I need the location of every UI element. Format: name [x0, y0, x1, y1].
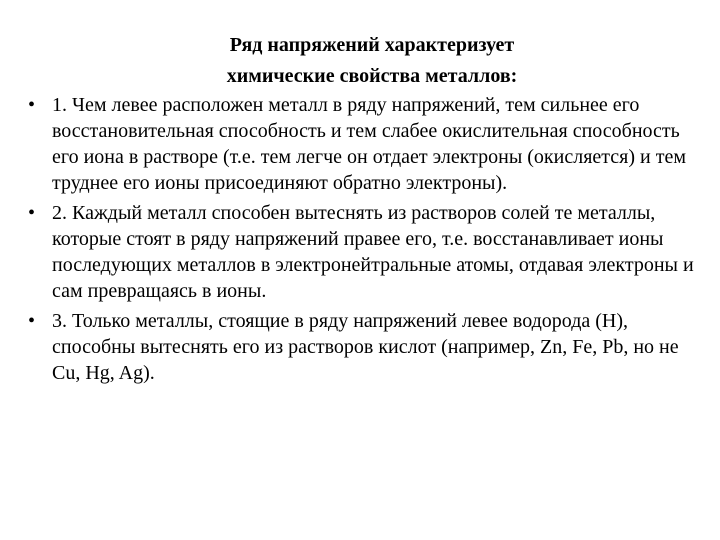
bullet-marker-icon: •	[28, 202, 36, 224]
bullet-marker-icon: •	[28, 94, 36, 116]
bullet-item-3	[24, 308, 704, 386]
bullet-item-2	[24, 200, 704, 304]
slide-title-line-1: Ряд напряжений характеризует	[229, 34, 515, 56]
bullet-marker-icon: •	[28, 310, 36, 332]
bullet-text-1: 1. Чем левее расположен металл в ряду напряжений, тем сильнее его восстановительная способность и тем слабее окислительная способность его иона в растворе (т.е. тем легче он отдает электроны (окисляется) и тем труднее его ионы присоединяют обратно электроны).	[52, 94, 686, 194]
bullet-text-3: 3. Только металлы, стоящие в ряду напряжений левее водорода (Н), способны вытеснять его из растворов кислот (например, Zn, Fe, Pb, но не Cu, Hg, Ag).	[52, 310, 679, 384]
slide-title-line-2: химические свойства металлов:	[226, 65, 518, 87]
bullet-text-2: 2. Каждый металл способен вытеснять из растворов солей те металлы, которые стоят в ряду напряжений правее его, т.е. восстанавливает ионы последующих металлов в электронейтральные атомы, отдавая электроны и сам превращаясь в ионы.	[52, 202, 694, 302]
slide-title	[60, 30, 660, 92]
bullet-list	[24, 92, 704, 390]
bullet-item-1	[24, 92, 704, 196]
